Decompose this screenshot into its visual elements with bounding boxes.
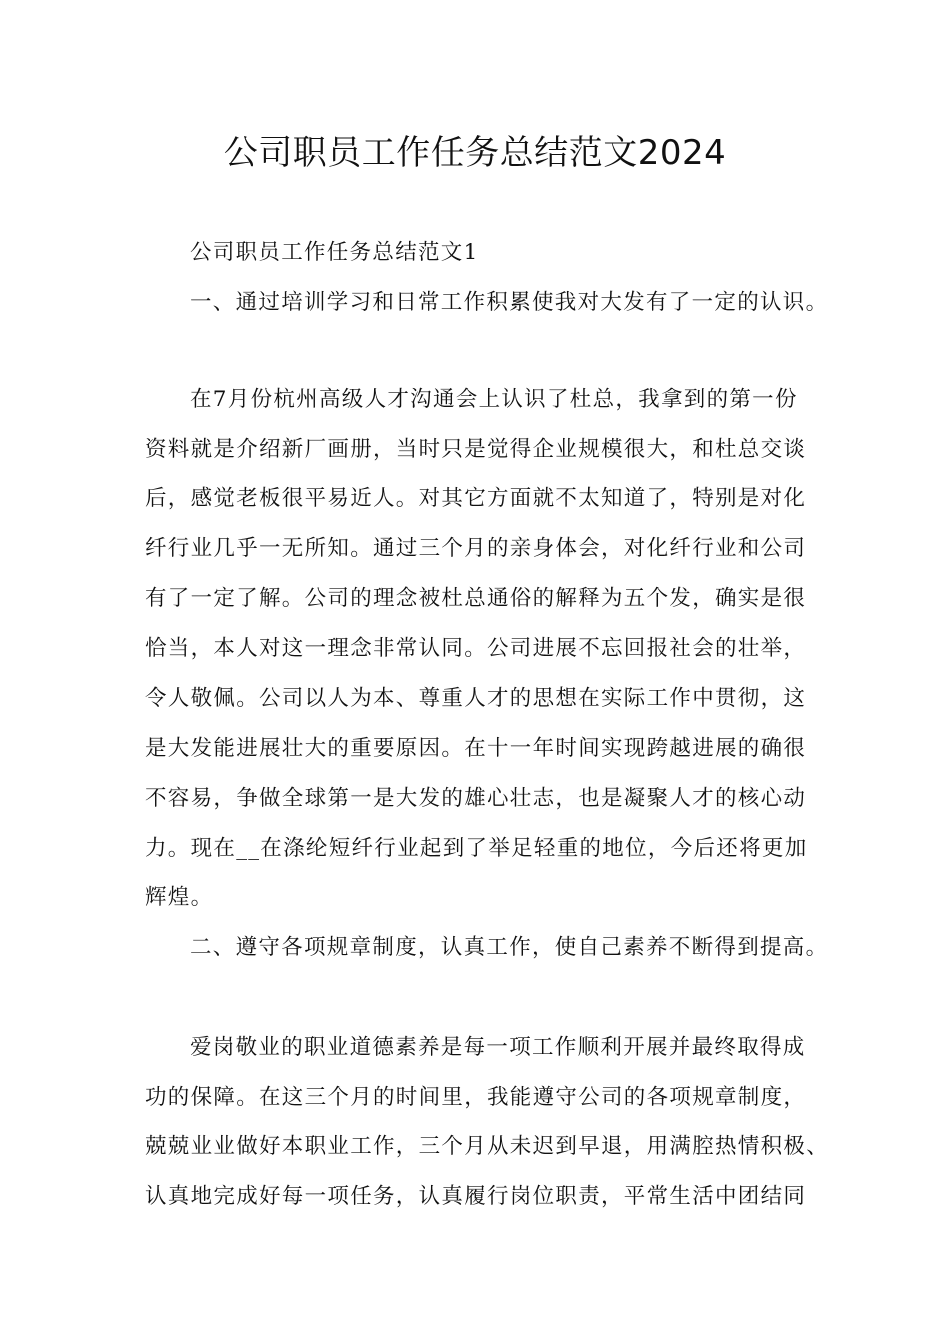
para2-line: 爱岗敬业的职业道德素养是每一项工作顺利开展并最终取得成 [190, 1035, 806, 1060]
para1-line: 纤行业几乎一无所知。通过三个月的亲身体会，对化纤行业和公司 [145, 536, 807, 561]
para1-line: 不容易，争做全球第一是大发的雄心壮志，也是凝聚人才的核心动 [145, 786, 807, 811]
document-title: 公司职员工作任务总结范文2024 [223, 133, 727, 173]
heading-two: 二、遵守各项规章制度，认真工作，使自己素养不断得到提高。 [190, 935, 829, 960]
para2-line: 功的保障。在这三个月的时间里，我能遵守公司的各项规章制度， [145, 1085, 807, 1110]
heading-one: 一、通过培训学习和日常工作积累使我对大发有了一定的认识。 [190, 290, 829, 315]
para1-line: 是大发能进展壮大的重要原因。在十一年时间实现跨越进展的确很 [145, 736, 807, 761]
para1-line: 令人敬佩。公司以人为本、尊重人才的思想在实际工作中贯彻，这 [145, 686, 807, 711]
para1-line: 辉煌。 [145, 885, 214, 910]
section-subtitle: 公司职员工作任务总结范文1 [190, 240, 479, 265]
para1-line: 资料就是介绍新厂画册，当时只是觉得企业规模很大，和杜总交谈 [145, 437, 807, 462]
para1-line: 恰当，本人对这一理念非常认同。公司进展不忘回报社会的壮举， [145, 636, 807, 661]
para1-line: 后，感觉老板很平易近人。对其它方面就不太知道了，特别是对化 [145, 486, 807, 511]
para1-line: 有了一定了解。公司的理念被杜总通俗的解释为五个发，确实是很 [145, 586, 807, 611]
para2-line: 认真地完成好每一项任务，认真履行岗位职责，平常生活中团结同 [145, 1184, 807, 1209]
para2-line: 兢兢业业做好本职业工作，三个月从未迟到早退，用满腔热情积极、 [145, 1134, 830, 1159]
para1-line: 力。现在__在涤纶短纤行业起到了举足轻重的地位，今后还将更加 [145, 836, 808, 861]
para1-line: 在7月份杭州高级人才沟通会上认识了杜总，我拿到的第一份 [190, 387, 798, 412]
